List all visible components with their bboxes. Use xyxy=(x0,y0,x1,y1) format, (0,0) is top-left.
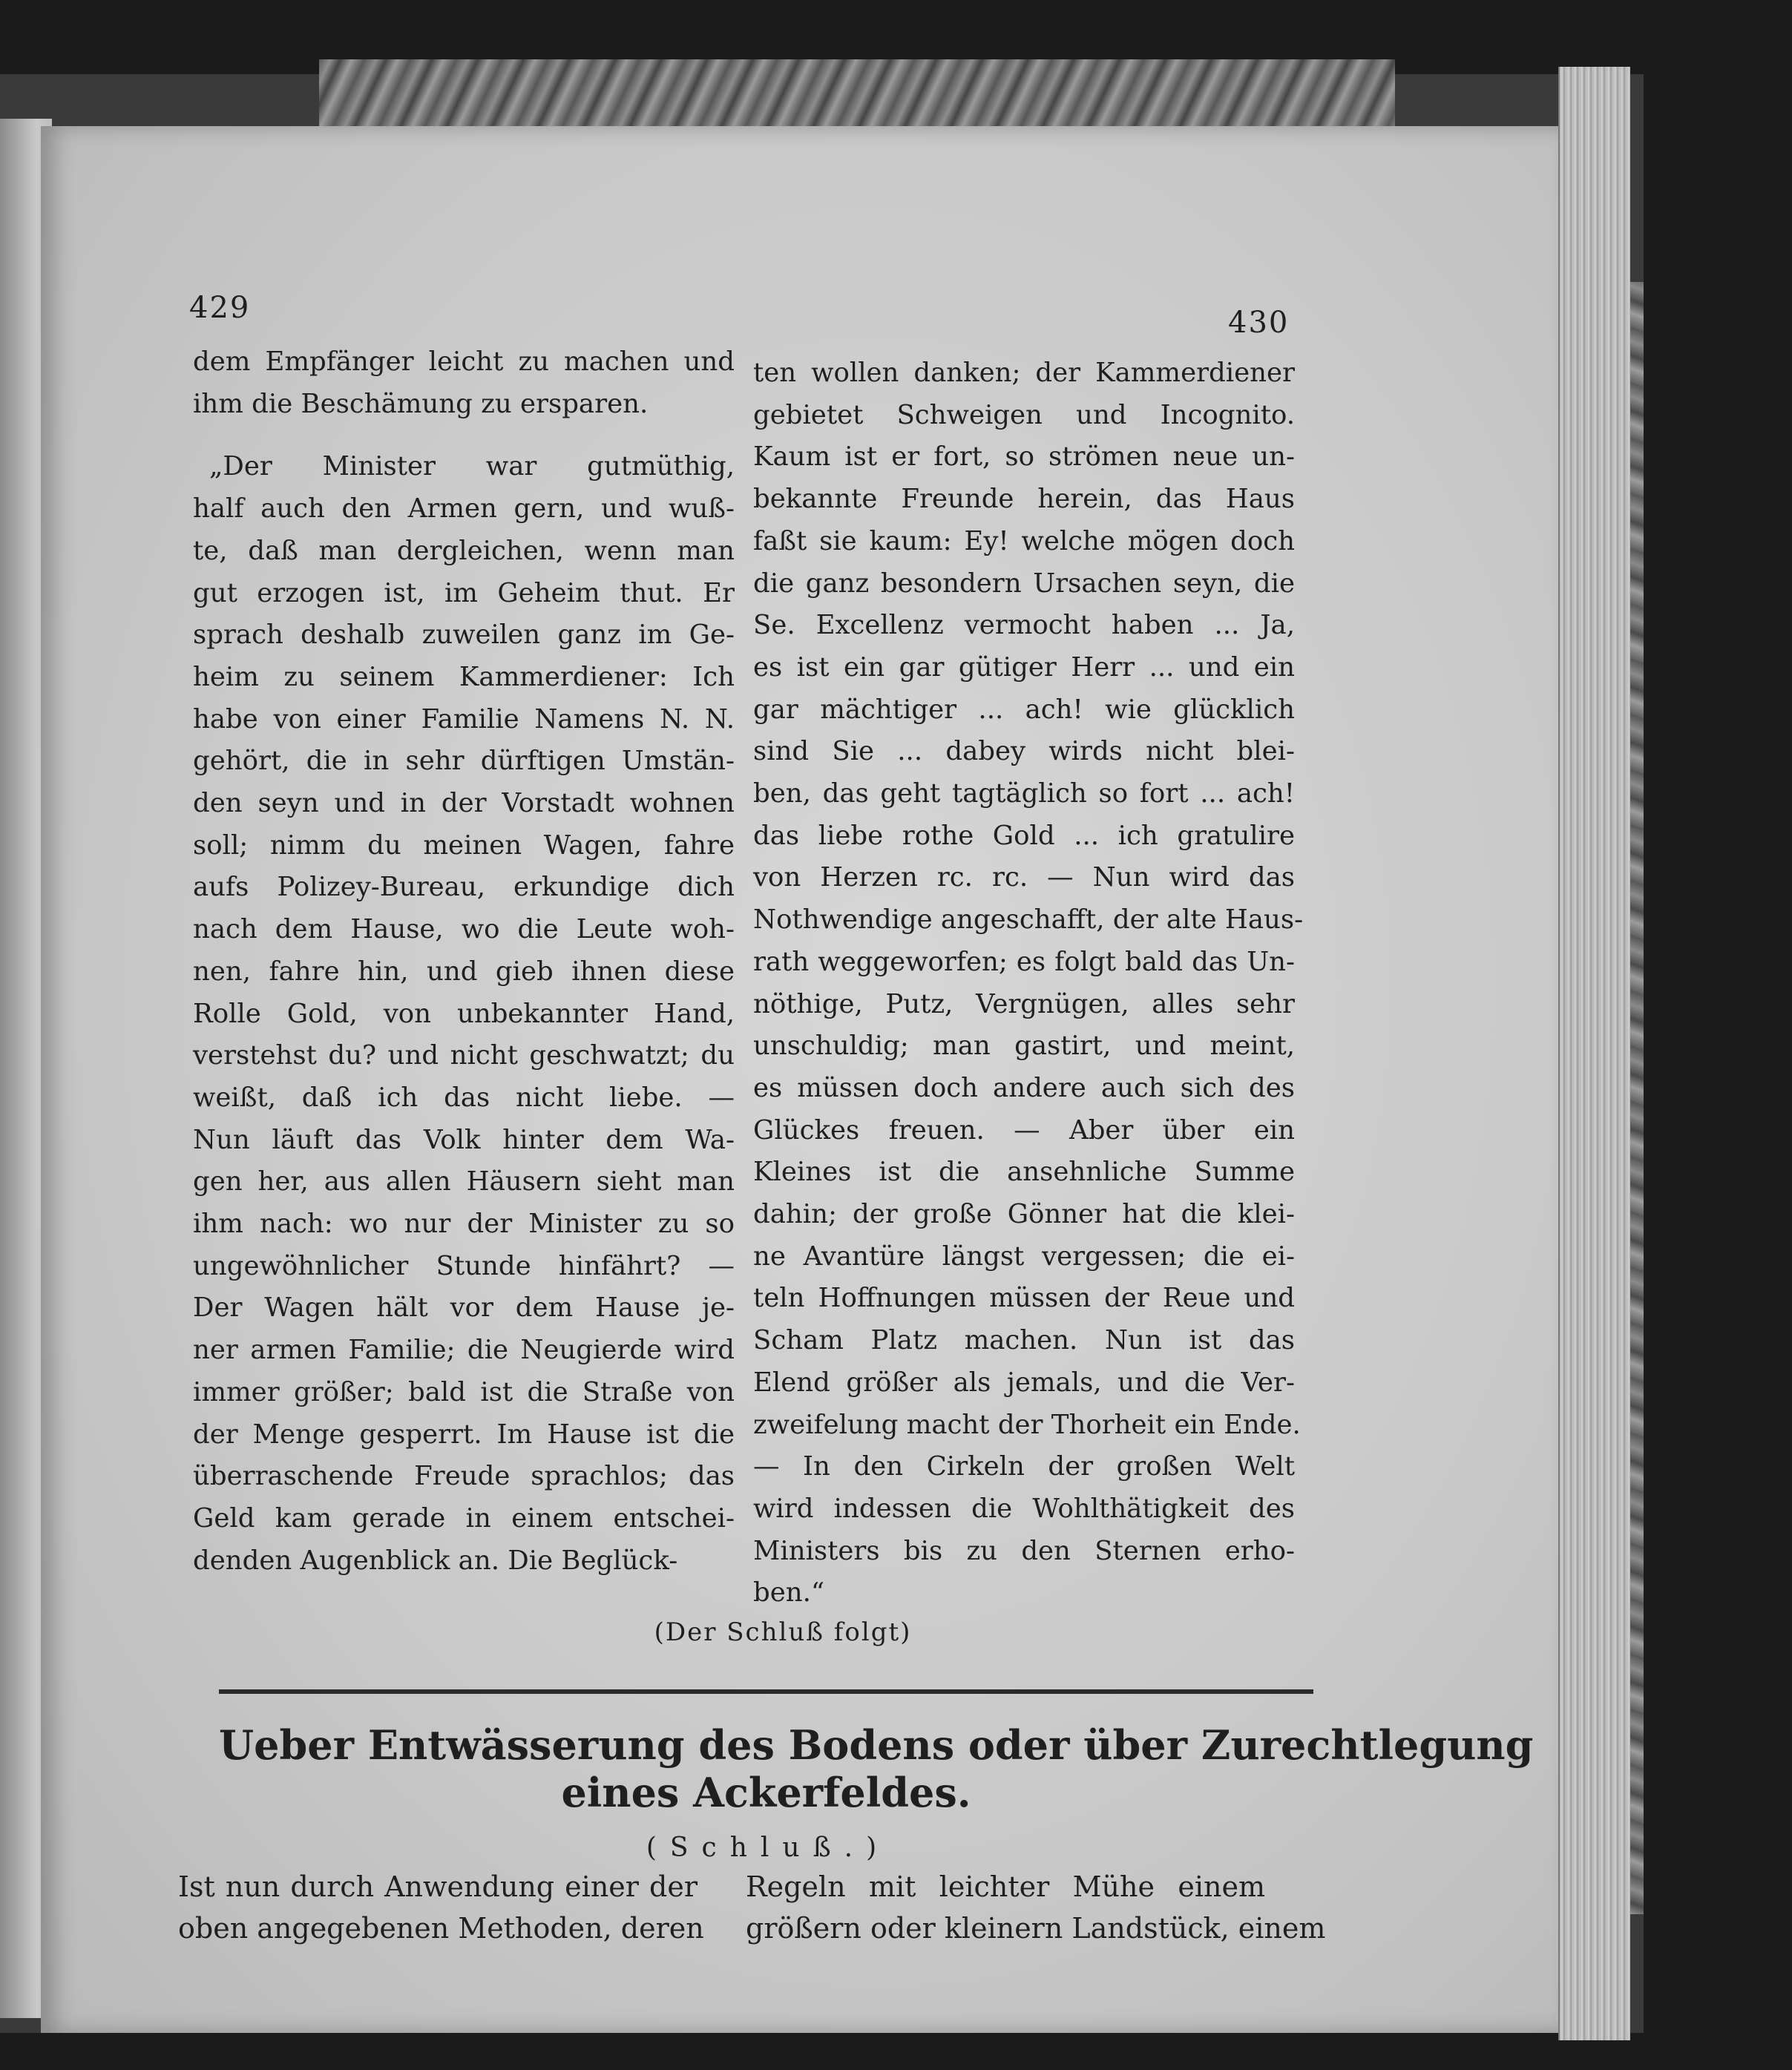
text-line: dem Empfänger leicht zu machen und xyxy=(193,346,735,377)
text-line: denden Augenblick an. Die Beglück- xyxy=(193,1545,678,1576)
text-line: Ministers bis zu den Sternen erho- xyxy=(753,1535,1295,1566)
text-line: rath weggeworfen; es folgt bald das Un- xyxy=(753,946,1295,977)
text-line: nach dem Hause, wo die Leute woh- xyxy=(193,914,735,945)
text-line: Se. Excellenz vermocht haben ... Ja, xyxy=(753,610,1295,641)
article-title-line-2: eines Ackerfeldes. xyxy=(561,1769,971,1816)
text-line: Nothwendige angeschafft, der alte Haus- xyxy=(753,904,1304,936)
text-line: das liebe rothe Gold ... ich gratulire xyxy=(753,820,1295,851)
text-line: Kaum ist er fort, so strömen neue un- xyxy=(753,441,1295,473)
text-line: Regeln mit leichter Mühe einem xyxy=(746,1870,1265,1903)
text-line: zweifelung macht der Thorheit ein Ende. xyxy=(753,1409,1301,1440)
text-line: ne Avantüre längst vergessen; die ei- xyxy=(753,1241,1295,1272)
text-line: weißt, daß ich das nicht liebe. — xyxy=(193,1082,735,1113)
text-line: „Der Minister war gutmüthig, xyxy=(209,451,735,482)
text-line: immer größer; bald ist die Straße von xyxy=(193,1376,735,1407)
page xyxy=(41,126,1558,2033)
page-number-left: 429 xyxy=(189,291,251,325)
text-line: habe von einer Familie Namens N. N. xyxy=(193,703,735,735)
text-line: gebietet Schweigen und Incognito. xyxy=(753,399,1295,430)
text-line: Rolle Gold, von unbekannter Hand, xyxy=(193,998,735,1029)
page-number-right: 430 xyxy=(1228,306,1290,340)
text-line: unschuldig; man gastirt, und meint, xyxy=(753,1031,1295,1062)
text-line: aufs Polizey-Bureau, erkundige dich xyxy=(193,872,735,903)
text-line: gar mächtiger ... ach! wie glücklich xyxy=(753,694,1295,725)
text-line: bekannte Freunde herein, das Haus xyxy=(753,484,1295,515)
article-title xyxy=(219,1721,1534,1816)
article-subheading: (Schluß.) xyxy=(646,1833,890,1863)
text-line: Elend größer als jemals, und die Ver- xyxy=(753,1367,1295,1398)
text-line: Scham Platz machen. Nun ist das xyxy=(753,1325,1295,1356)
text-line: Nun läuft das Volk hinter dem Wa- xyxy=(193,1124,735,1155)
text-line: überraschende Freude sprachlos; das xyxy=(193,1461,735,1492)
text-line: sind Sie ... dabey wirds nicht blei- xyxy=(753,736,1295,767)
text-line: ten wollen danken; der Kammerdiener xyxy=(753,358,1295,388)
article-left-column xyxy=(178,1866,704,1949)
left-column xyxy=(193,341,735,1582)
text-line: ihm die Beschämung zu ersparen. xyxy=(193,388,649,419)
text-line: wird indessen die Wohlthätigkeit des xyxy=(753,1493,1295,1524)
page-edges xyxy=(1558,67,1630,2040)
text-line: es ist ein gar gütiger Herr ... und ein xyxy=(753,651,1295,683)
text-line: — In den Cirkeln der großen Welt xyxy=(753,1451,1295,1482)
article-title-line-1: Ueber Entwässerung des Bodens oder über Zurechtlegung xyxy=(219,1721,1534,1769)
text-line: nen, fahre hin, und gieb ihnen diese xyxy=(193,956,735,987)
right-column xyxy=(753,352,1304,1614)
text-line: Geld kam gerade in einem entschei- xyxy=(193,1502,735,1534)
text-line: die ganz besondern Ursachen seyn, die xyxy=(753,568,1295,599)
text-line: nöthige, Putz, Vergnügen, alles sehr xyxy=(753,988,1295,1019)
text-line: dahin; der große Gönner hat die klei- xyxy=(753,1199,1295,1230)
text-line: Kleines ist die ansehnliche Summe xyxy=(753,1157,1295,1188)
text-line: gut erzogen ist, im Geheim thut. Er xyxy=(193,577,735,608)
marbled-endpaper-top xyxy=(319,59,1395,130)
text-line: ihm nach: wo nur der Minister zu so xyxy=(193,1209,735,1240)
text-line: teln Hoffnungen müssen der Reue und xyxy=(753,1283,1295,1314)
text-line: faßt sie kaum: Ey! welche mögen doch xyxy=(753,525,1295,556)
continuation-note: (Der Schluß folgt) xyxy=(654,1617,912,1647)
text-line: Ist nun durch Anwendung einer der xyxy=(178,1870,698,1903)
text-line: gehört, die in sehr dürftigen Umstän- xyxy=(193,746,735,777)
text-line: größern oder kleinern Landstück, einem xyxy=(746,1912,1326,1945)
text-line: heim zu seinem Kammerdiener: Ich xyxy=(193,661,735,692)
text-line: gen her, aus allen Häusern sieht man xyxy=(193,1166,735,1197)
text-line: ungewöhnlicher Stunde hinfährt? — xyxy=(193,1250,735,1281)
text-line: der Menge gesperrt. Im Hause ist die xyxy=(193,1419,735,1450)
text-line: te, daß man dergleichen, wenn man xyxy=(193,535,735,566)
text-line: es müssen doch andere auch sich des xyxy=(753,1072,1295,1103)
text-line: ben, das geht tagtäglich so fort ... ach! xyxy=(753,778,1295,809)
text-line: oben angegebenen Methoden, deren xyxy=(178,1912,704,1945)
text-line: soll; nimm du meinen Wagen, fahre xyxy=(193,829,735,861)
section-divider xyxy=(219,1689,1313,1694)
text-line: Der Wagen hält vor dem Hause je- xyxy=(193,1292,735,1324)
text-line: verstehst du? und nicht geschwatzt; du xyxy=(193,1040,735,1071)
text-line: ner armen Familie; die Neugierde wird xyxy=(193,1335,735,1366)
text-line: Glückes freuen. — Aber über ein xyxy=(753,1114,1295,1146)
text-line: half auch den Armen gern, und wuß- xyxy=(193,493,735,525)
text-line: sprach deshalb zuweilen ganz im Ge- xyxy=(193,620,735,651)
text-line: ben.“ xyxy=(753,1577,825,1609)
text-line: den seyn und in der Vorstadt wohnen xyxy=(193,788,735,819)
article-right-column xyxy=(746,1866,1326,1949)
text-line: von Herzen rc. rc. — Nun wird das xyxy=(753,862,1295,893)
